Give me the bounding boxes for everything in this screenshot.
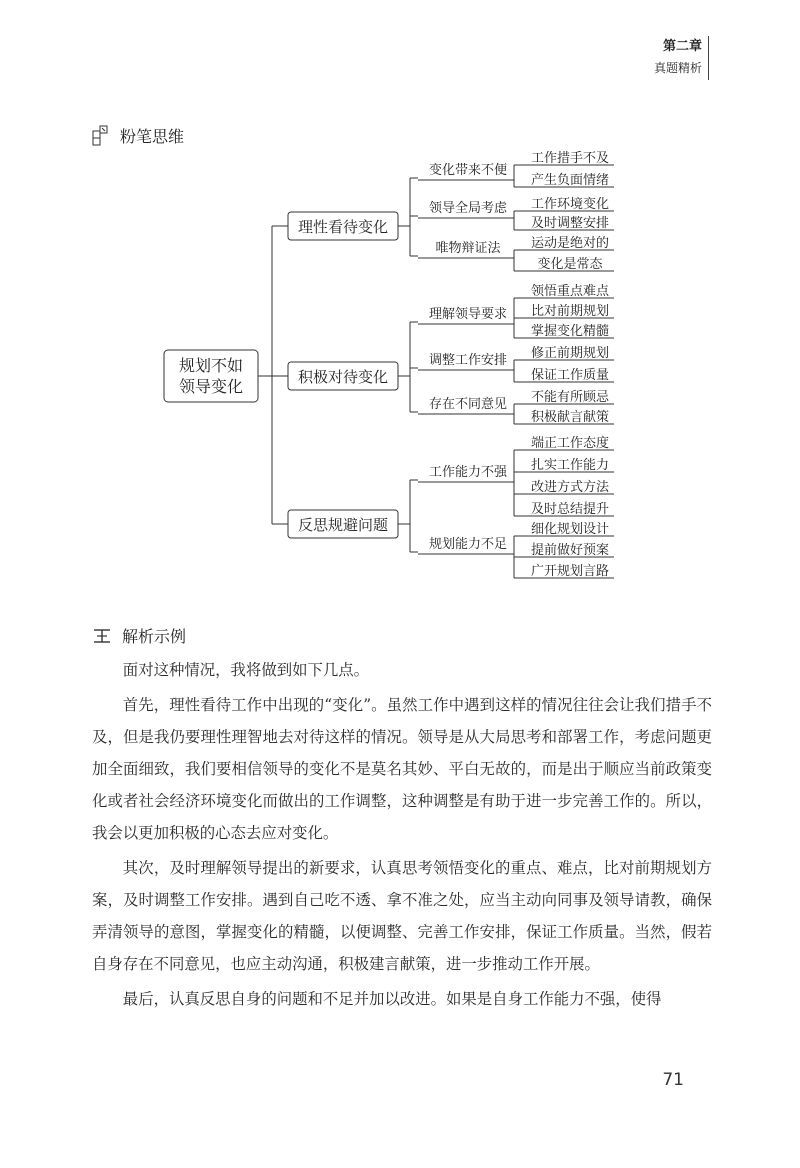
- root-node-label: 规划不如: [178, 356, 244, 375]
- section-title: 解析示例: [122, 627, 187, 646]
- analysis-icon: [92, 627, 112, 645]
- leaf-node-label: 保证工作质量: [530, 368, 610, 383]
- leaf-node-label: 及时总结提升: [530, 502, 610, 517]
- paragraph: 首先，理性看待工作中出现的“变化”。虽然工作中遇到这样的情况往往会让我们措手不及，但是我仍要理性理智地去对待这样的情况。领导是从大局思考和部署工作，考虑问题更加全面细致，我们要相信领导的变化不是莫名其妙、平白无故的，而是出于顺应当前政策变化或者社会经济环境变化而做出的工作调整，这种调整是有助于进一步完善工作的。所以，我会以更加积极的心态去应对变化。: [92, 696, 712, 842]
- branch-node-label: 理性看待变化: [297, 218, 389, 236]
- branch-node-label: 积极对待变化: [297, 368, 389, 386]
- section-title: 粉笔思维: [120, 127, 185, 146]
- root-node-label: 领导变化: [178, 377, 244, 396]
- sub-node-label: 规划能力不足: [428, 537, 508, 552]
- leaf-node-label: 产生负面情绪: [530, 173, 610, 188]
- sub-node-label: 唯物辩证法: [435, 241, 501, 256]
- leaf-node-label: 比对前期规划: [530, 304, 610, 319]
- branch-node-label: 反思规避问题: [297, 516, 389, 534]
- sub-node-label: 存在不同意见: [428, 397, 508, 412]
- leaf-node-label: 广开规划言路: [530, 564, 610, 579]
- leaf-node-label: 细化规划设计: [530, 522, 610, 537]
- sub-node-label: 变化带来不便: [428, 163, 508, 178]
- section-heading-analysis: [92, 624, 186, 647]
- leaf-node-label: 工作措手不及: [530, 151, 610, 166]
- leaf-node-label: 扎实工作能力: [530, 458, 610, 473]
- leaf-node-label: 领悟重点难点: [530, 284, 610, 299]
- paragraph: 其次，及时理解领导提出的新要求，认真思考领悟变化的重点、难点，比对前期规划方案，及时调整工作安排。遇到自己吃不透、拿不准之处，应当主动向同事及领导请教，确保弄清领导的意图，掌握变化的精髓，以便调整、完善工作安排，保证工作质量。当然，假若自身存在不同意见，也应主动沟通，积极建言献策，进一步推动工作开展。: [92, 859, 712, 973]
- leaf-node-label: 及时调整安排: [530, 216, 610, 231]
- chapter-label: 第二章: [662, 39, 702, 54]
- leaf-node-label: 不能有所顾忌: [530, 390, 610, 405]
- sub-node-label: 理解领导要求: [428, 307, 508, 322]
- leaf-node-label: 端正工作态度: [530, 436, 610, 451]
- leaf-node-label: 运动是绝对的: [530, 236, 610, 251]
- body-text: [92, 654, 712, 1018]
- leaf-node-label: 提前做好预案: [530, 543, 610, 558]
- leaf-node-label: 改进方式方法: [530, 480, 610, 495]
- paragraph: 最后，认真反思自身的问题和不足并加以改进。如果是自身工作能力不强，使得: [122, 990, 662, 1008]
- leaf-node-label: 修正前期规划: [530, 346, 610, 361]
- sub-node-label: 工作能力不强: [428, 465, 508, 480]
- chapter-subtitle: 真题精析: [653, 61, 702, 75]
- leaf-node-label: 变化是常态: [537, 257, 603, 272]
- sub-node-label: 调整工作安排: [428, 353, 508, 368]
- leaf-node-label: 掌握变化精髓: [530, 324, 610, 339]
- paragraph: 面对这种情况，我将做到如下几点。: [122, 661, 370, 679]
- page-number: 71: [662, 1070, 684, 1090]
- leaf-node-label: 工作环境变化: [530, 197, 610, 212]
- leaf-node-label: 积极献言献策: [530, 410, 610, 425]
- sub-node-label: 领导全局考虑: [428, 201, 508, 216]
